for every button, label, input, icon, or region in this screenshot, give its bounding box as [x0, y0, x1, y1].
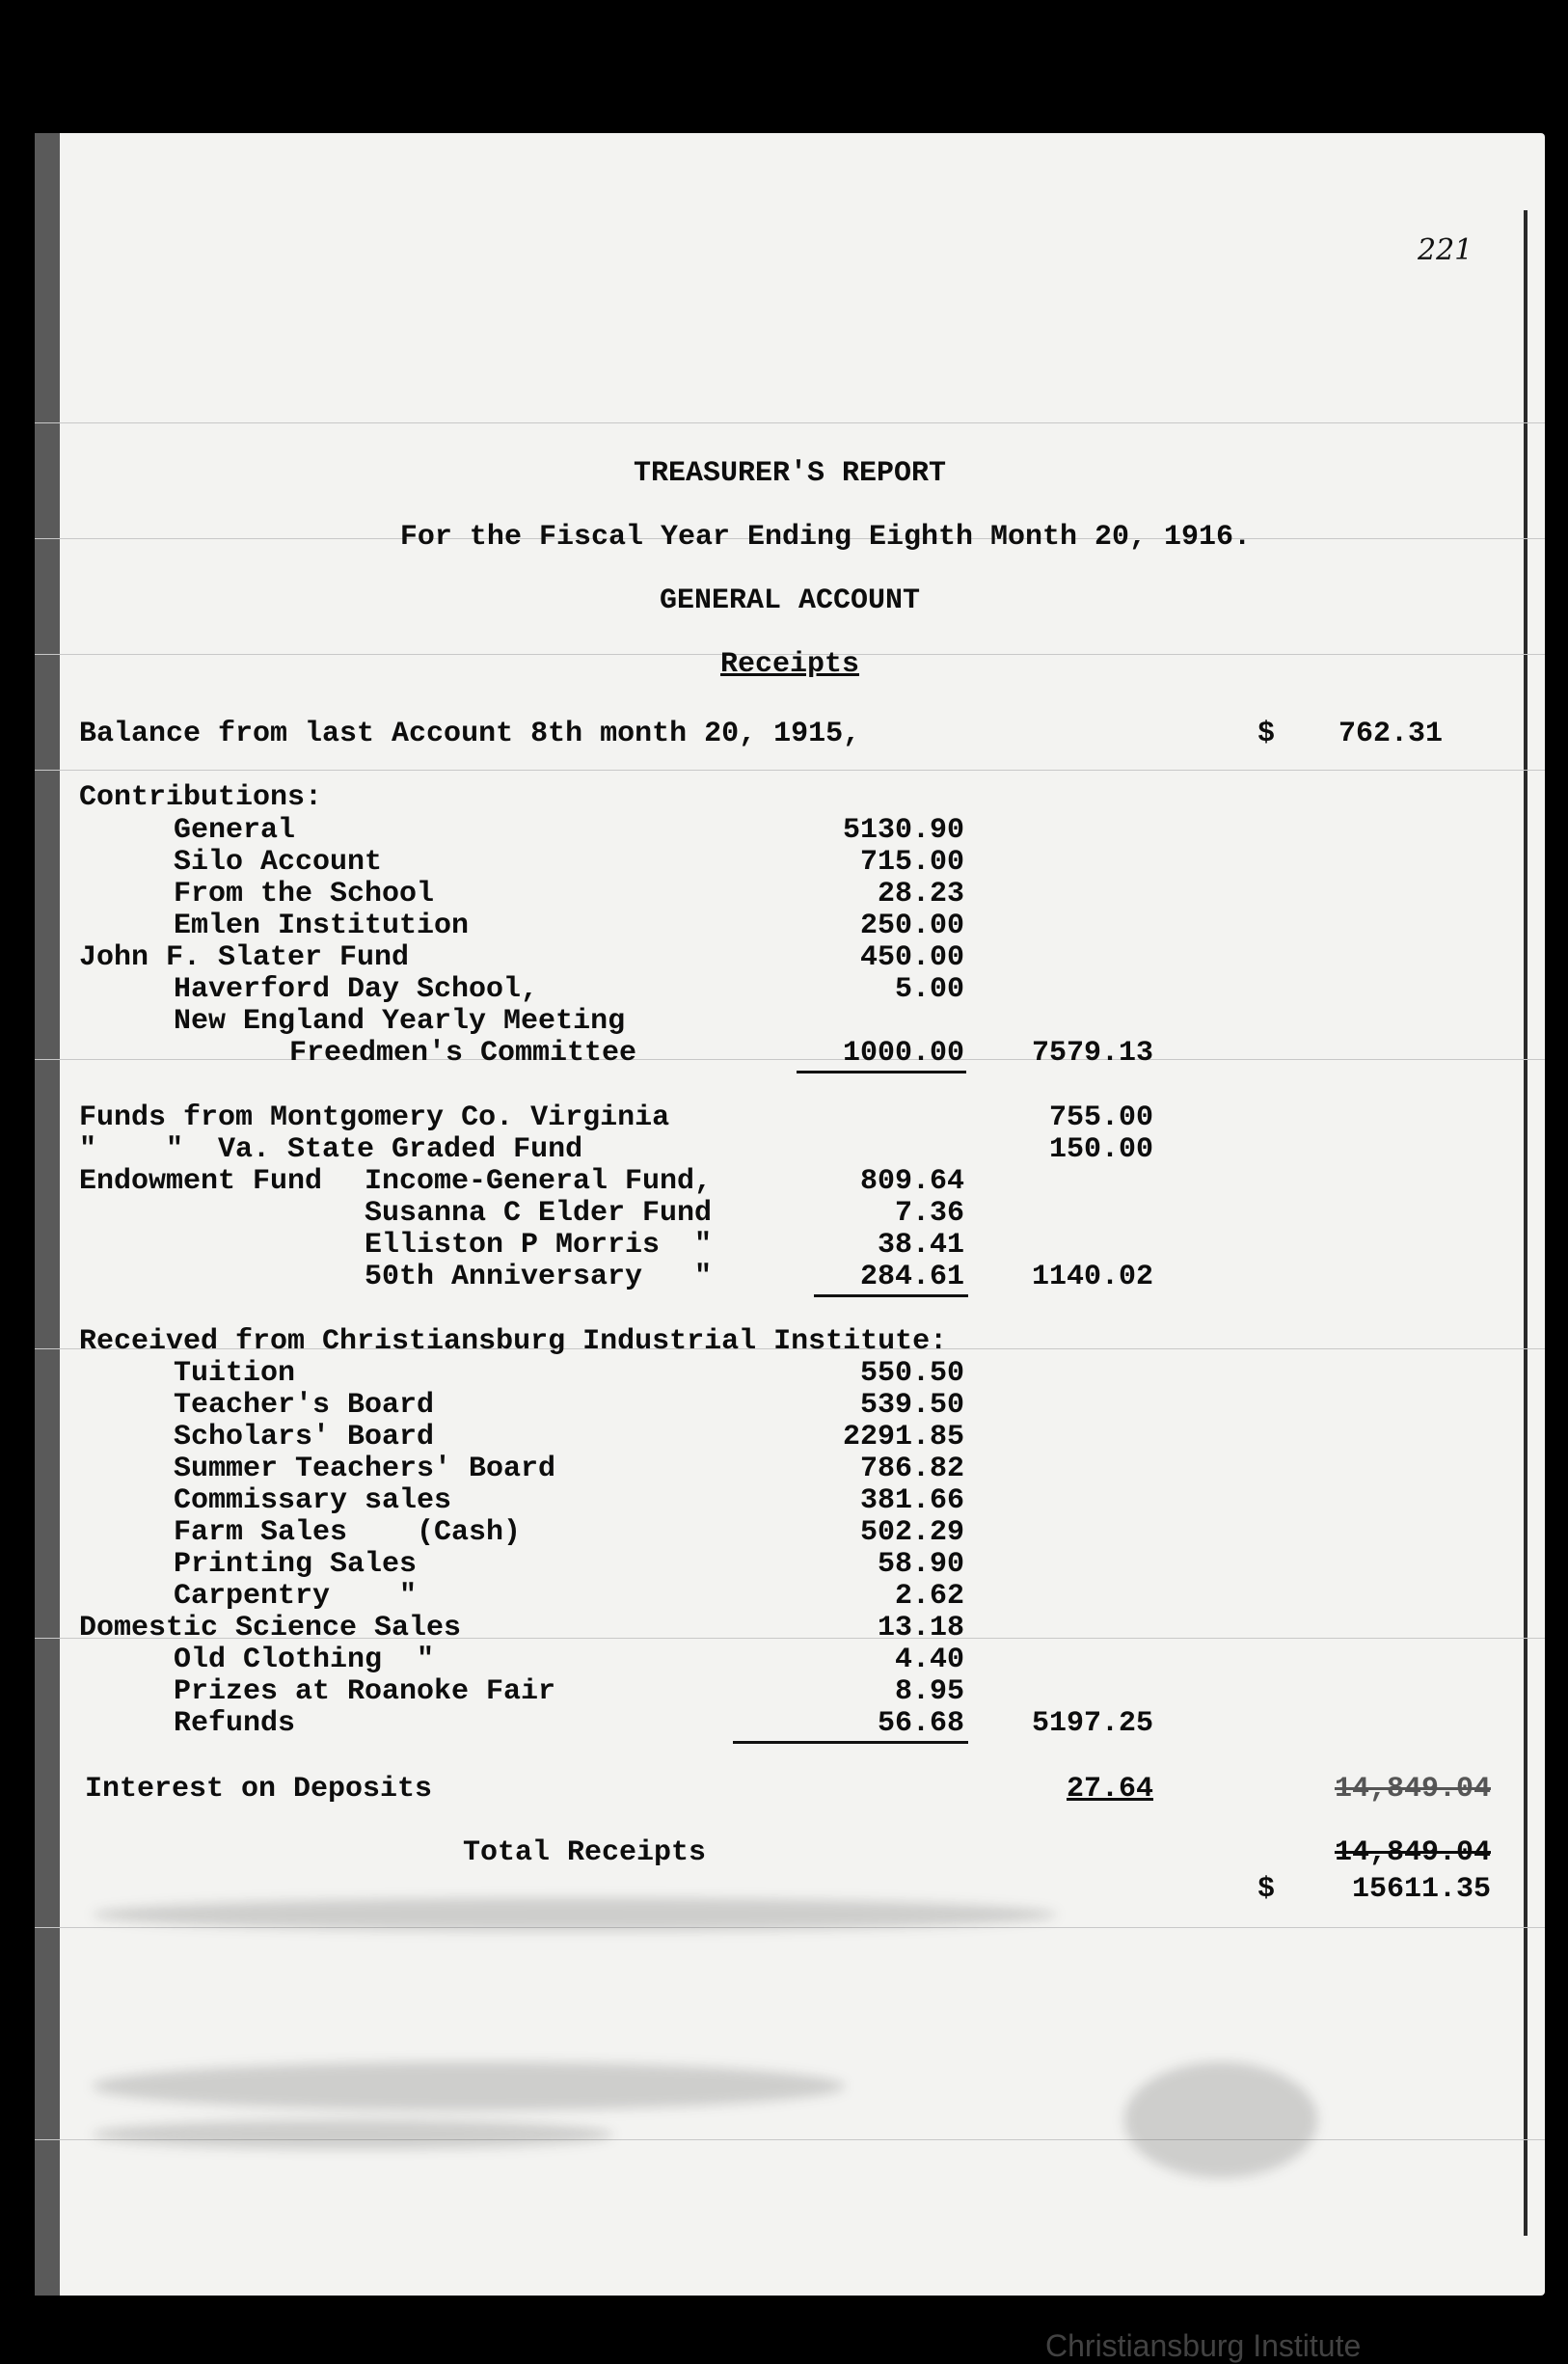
- watermark: Christiansburg Institute: [1045, 2328, 1362, 2363]
- ruled-line: [35, 1059, 1545, 1060]
- institute-label: Commissary sales: [174, 1484, 452, 1517]
- total-currency: $: [1257, 1873, 1276, 1906]
- contribution-amount: 28.23: [877, 878, 964, 910]
- institute-amount: 13.18: [877, 1612, 964, 1644]
- institute-total: 5197.25: [1031, 1707, 1153, 1740]
- institute-amount: 539.50: [859, 1389, 964, 1422]
- page-left-edge: [35, 133, 60, 2296]
- balance-label: Balance from last Account 8th month 20, 1915,: [79, 718, 861, 750]
- graded-fund-label: " " Va. State Graded Fund: [79, 1133, 583, 1166]
- struck-subtotal: 14,849.04: [1334, 1773, 1491, 1806]
- institute-amount: 58.90: [877, 1548, 964, 1581]
- interest-amount: 27.64: [1066, 1773, 1153, 1806]
- institute-amount: 550.50: [859, 1357, 964, 1390]
- institute-amount: 8.95: [894, 1675, 964, 1708]
- montgomery-fund-amount: 755.00: [1048, 1101, 1153, 1134]
- page-right-edge: [1524, 210, 1527, 2236]
- contribution-label: Silo Account: [174, 846, 383, 879]
- contributions-total: 7579.13: [1031, 1037, 1153, 1070]
- institute-label: Tuition: [174, 1357, 296, 1390]
- montgomery-fund-label: Funds from Montgomery Co. Virginia: [79, 1101, 670, 1134]
- document-page: [35, 133, 1545, 2363]
- subtotal-rule: [733, 1741, 968, 1744]
- contribution-label: Emlen Institution: [174, 910, 470, 942]
- contribution-amount: 5130.90: [842, 814, 964, 847]
- institute-amount: 2.62: [894, 1580, 964, 1613]
- institute-label: Teacher's Board: [174, 1389, 435, 1422]
- institute-label: Farm Sales (Cash): [174, 1516, 522, 1549]
- contribution-amount: 5.00: [894, 973, 964, 1006]
- endowment-label: Elliston P Morris ": [365, 1229, 713, 1262]
- subtotal-rule: [797, 1071, 966, 1073]
- contribution-label: John F. Slater Fund: [79, 941, 410, 974]
- total-receipts-label: Total Receipts: [463, 1836, 707, 1869]
- endowment-amount: 7.36: [894, 1197, 964, 1230]
- contribution-label: Freedmen's Committee: [289, 1037, 637, 1070]
- receipts-heading: Receipts: [719, 648, 860, 681]
- contribution-label: General: [174, 814, 296, 847]
- contribution-amount: 450.00: [859, 941, 964, 974]
- contributions-heading: Contributions:: [79, 781, 323, 814]
- institute-label: Printing Sales: [174, 1548, 418, 1581]
- interest-label: Interest on Deposits: [85, 1773, 433, 1806]
- balance-amount: 762.31: [1338, 718, 1443, 750]
- institute-label: Summer Teachers' Board: [174, 1453, 556, 1485]
- report-title: TREASURER'S REPORT: [633, 457, 947, 490]
- balance-currency: $: [1257, 718, 1276, 750]
- total-receipts-amount: 15611.35: [1351, 1873, 1491, 1906]
- subtotal-rule: [814, 1294, 968, 1297]
- institute-heading: Received from Christiansburg Industrial Institute:: [79, 1325, 948, 1358]
- institute-amount: 381.66: [859, 1484, 964, 1517]
- endowment-total: 1140.02: [1031, 1261, 1153, 1293]
- institute-label: Scholars' Board: [174, 1421, 435, 1454]
- institute-amount: 56.68: [877, 1707, 964, 1740]
- faded-text-smudge: [93, 2062, 845, 2110]
- endowment-amount: 284.61: [859, 1261, 964, 1293]
- institute-label: Refunds: [174, 1707, 296, 1740]
- contribution-amount: 250.00: [859, 910, 964, 942]
- institute-label: Domestic Science Sales: [79, 1612, 462, 1644]
- contribution-amount: 715.00: [859, 846, 964, 879]
- graded-fund-amount: 150.00: [1048, 1133, 1153, 1166]
- struck-total: 14,849.04: [1334, 1836, 1491, 1869]
- contribution-amount: 1000.00: [842, 1037, 964, 1070]
- contribution-label: From the School: [174, 878, 435, 910]
- endowment-heading: Endowment Fund: [79, 1165, 323, 1198]
- ruled-line: [35, 770, 1545, 771]
- institute-amount: 4.40: [894, 1644, 964, 1676]
- handwritten-mark: [1124, 2062, 1317, 2178]
- contribution-label: New England Yearly Meeting: [174, 1005, 626, 1038]
- report-subtitle: For the Fiscal Year Ending Eighth Month 20, 1916.: [399, 521, 1252, 554]
- faded-text-smudge: [93, 2120, 613, 2149]
- endowment-amount: 38.41: [877, 1229, 964, 1262]
- endowment-label: Susanna C Elder Fund: [365, 1197, 713, 1230]
- institute-label: Old Clothing ": [174, 1644, 435, 1676]
- institute-label: Prizes at Roanoke Fair: [174, 1675, 556, 1708]
- institute-amount: 502.29: [859, 1516, 964, 1549]
- institute-amount: 786.82: [859, 1453, 964, 1485]
- endowment-amount: 809.64: [859, 1165, 964, 1198]
- ruled-line: [35, 422, 1545, 423]
- endowment-label: Income-General Fund,: [365, 1165, 713, 1198]
- account-heading: GENERAL ACCOUNT: [659, 584, 921, 617]
- page-number: 221: [1418, 233, 1473, 267]
- institute-label: Carpentry ": [174, 1580, 418, 1613]
- institute-amount: 2291.85: [842, 1421, 964, 1454]
- endowment-label: 50th Anniversary ": [365, 1261, 713, 1293]
- contribution-label: Haverford Day School,: [174, 973, 539, 1006]
- faded-text-smudge: [93, 1898, 1057, 1931]
